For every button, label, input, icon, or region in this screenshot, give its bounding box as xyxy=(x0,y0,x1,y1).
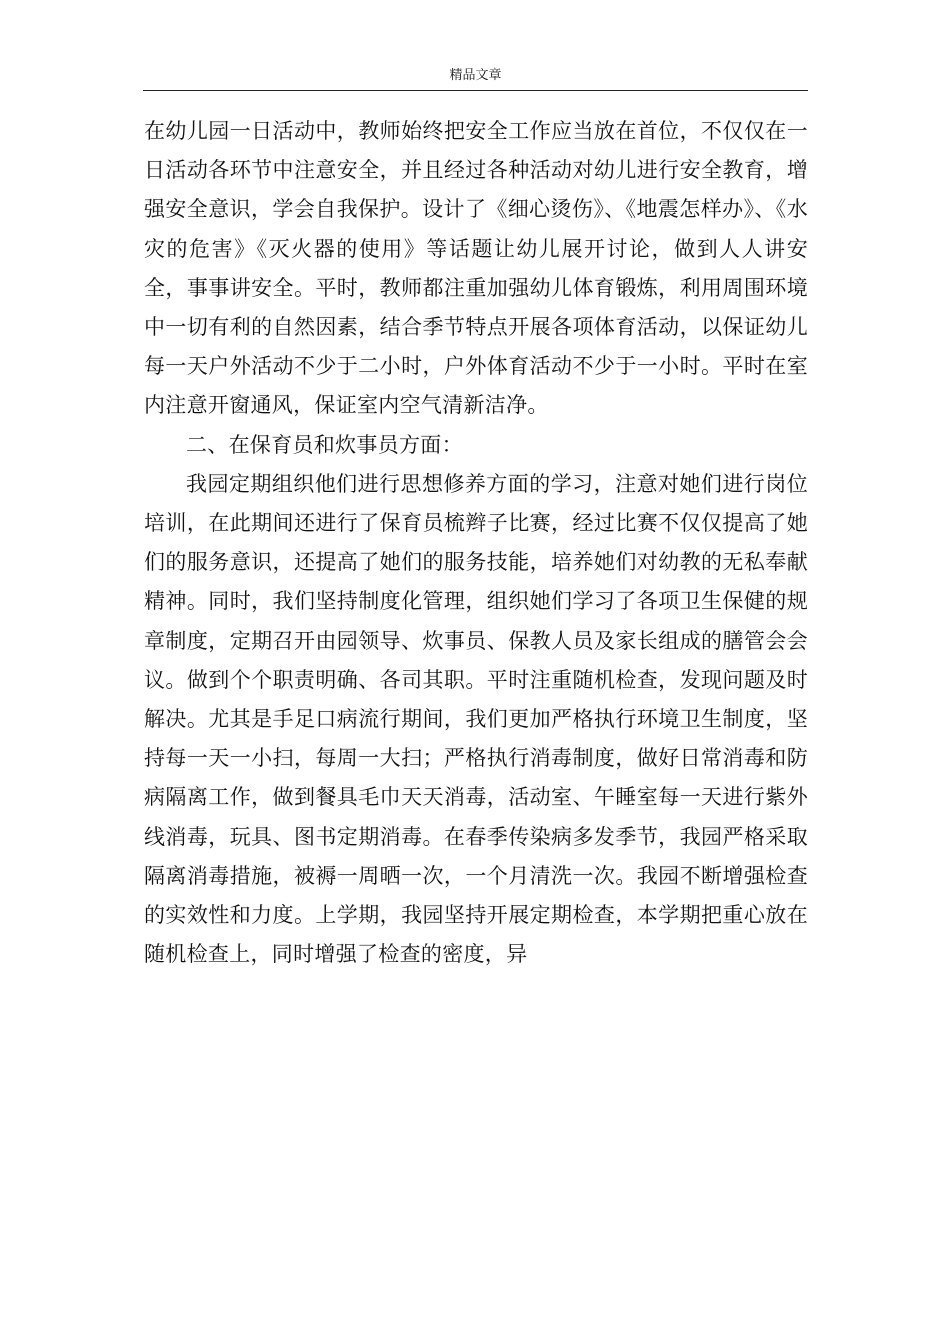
page-header xyxy=(143,68,808,91)
paragraph-staff: 我园定期组织他们进行思想修养方面的学习，注意对她们进行岗位培训，在此期间还进行了保育员梳辫子比赛，经过比赛不仅仅提高了她们的服务意识，还提高了她们的服务技能，培养她们对幼教的无私奉献精神。同时，我们坚持制度化管理，组织她们学习了各项卫生保健的规章制度，定期召开由园领导、炊事员、保教人员及家长组成的膳管会会议。做到个个职责明确、各司其职。平时注重随机检查，发现问题及时解决。尤其是手足口病流行期间，我们更加严格执行环境卫生制度，坚持每一天一小扫，每周一大扫；严格执行消毒制度，做好日常消毒和防病隔离工作，做到餐具毛巾天天消毒，活动室、午睡室每一天进行紫外线消毒，玩具、图书定期消毒。在春季传染病多发季节，我园严格采取隔离消毒措施，被褥一周晒一次，一个月清洗一次。我园不断增强检查的实效性和力度。上学期，我园坚持开展定期检查，本学期把重心放在随机检查上，同时增强了检查的密度，异 xyxy=(144,471,808,967)
paragraph-safety: 在幼儿园一日活动中，教师始终把安全工作应当放在首位，不仅仅在一日活动各环节中注意安全，并且经过各种活动对幼儿进行安全教育，增强安全意识，学会自我保护。设计了《细心烫伤》、《地震怎样办》、《水灾的危害》《灭火器的使用》等话题让幼儿展开讨论，做到人人讲安全，事事讲安全。平时，教师都注重加强幼儿体育锻炼，利用周围环境中一切有利的自然因素，结合季节特点开展各项体育活动，以保证幼儿每一天户外活动不少于二小时，户外体育活动不少于一小时。平时在室内注意开窗通风，保证室内空气清新洁净。 xyxy=(144,119,808,418)
document-body xyxy=(144,112,808,974)
section-heading-2: 二、在保育员和炊事员方面： xyxy=(186,432,463,457)
header-title: 精品文章 xyxy=(449,68,502,83)
